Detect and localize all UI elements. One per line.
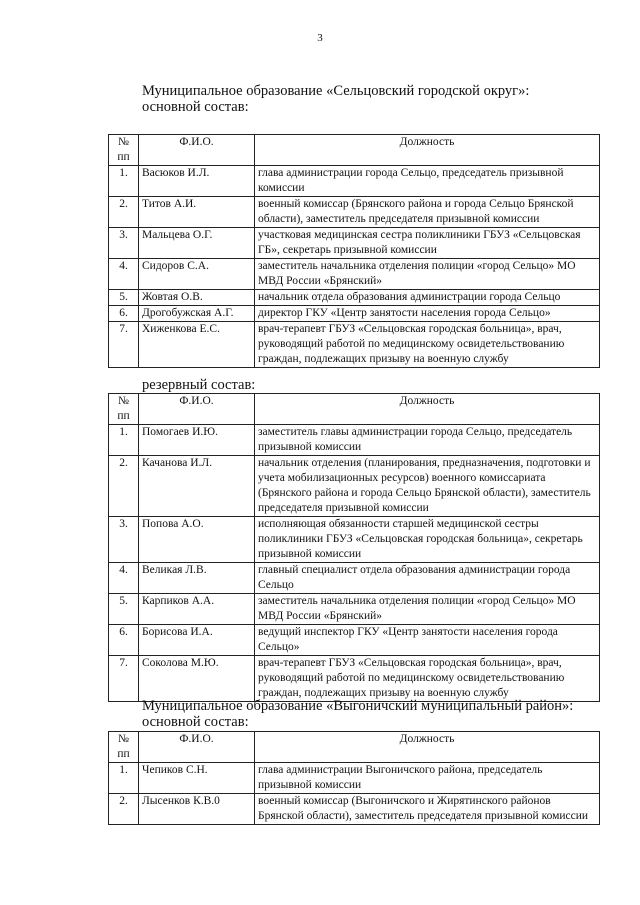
- row-number: 2.: [109, 197, 139, 228]
- column-header-name: Ф.И.О.: [139, 732, 255, 763]
- row-number: 4.: [109, 259, 139, 290]
- row-position: начальник отдела образования администрации города Сельцо: [255, 290, 600, 306]
- row-name: Жовтая О.В.: [139, 290, 255, 306]
- main-composition-table: [108, 134, 600, 368]
- page-number: 3: [317, 32, 323, 44]
- row-name: Соколова М.Ю.: [139, 656, 255, 702]
- row-name: Дрогобужская А.Г.: [139, 306, 255, 322]
- row-position: директор ГКУ «Центр занятости населения города Сельцо»: [255, 306, 600, 322]
- row-name: Попова А.О.: [139, 517, 255, 563]
- column-header-position: Должность: [255, 732, 600, 763]
- table-row: [109, 322, 600, 368]
- row-position: врач-терапевт ГБУЗ «Сельцовская городская больница», врач, руководящий работой по медицинскому освидетельствованию граждан, подлежащих призыву на военную службу: [255, 656, 600, 702]
- row-position: врач-терапевт ГБУЗ «Сельцовская городская больница», врач, руководящий работой по медицинскому освидетельствованию граждан, подлежащих призыву на военную службу: [255, 322, 600, 368]
- row-number: 2.: [109, 794, 139, 825]
- row-number: 6.: [109, 625, 139, 656]
- row-position: глава администрации города Сельцо, председатель призывной комиссии: [255, 166, 600, 197]
- section-heading: Муниципальное образование «Выгоничский муниципальный район»:: [142, 698, 574, 714]
- table-row: [109, 166, 600, 197]
- row-name: Борисова И.А.: [139, 625, 255, 656]
- row-number: 3.: [109, 228, 139, 259]
- table-row: [109, 625, 600, 656]
- row-position: главный специалист отдела образования администрации города Сельцо: [255, 563, 600, 594]
- table-row: [109, 197, 600, 228]
- row-name: Лысенков К.В.0: [139, 794, 255, 825]
- row-position: заместитель начальника отделения полиции «город Сельцо» МО МВД России «Брянский»: [255, 594, 600, 625]
- column-header-number: № пп: [109, 394, 139, 425]
- table-row: [109, 794, 600, 825]
- row-number: 6.: [109, 306, 139, 322]
- row-position: начальник отделения (планирования, предназначения, подготовки и учета мобилизационных ресурсов) военного комиссариата (Брянского района и города Сельцо Брянской области), заместитель председателя призывной комиссии: [255, 456, 600, 517]
- row-number: 4.: [109, 563, 139, 594]
- table-row: [109, 228, 600, 259]
- section-subheading: основной состав:: [142, 714, 249, 730]
- column-header-number: № пп: [109, 732, 139, 763]
- column-header-number: № пп: [109, 135, 139, 166]
- row-name: Мальцева О.Г.: [139, 228, 255, 259]
- table-row: [109, 517, 600, 563]
- row-name: Карпиков А.А.: [139, 594, 255, 625]
- table-row: [109, 763, 600, 794]
- table-row: [109, 563, 600, 594]
- row-position: исполняющая обязанности старшей медицинской сестры поликлиники ГБУЗ «Сельцовская городская больница», секретарь призывной комиссии: [255, 517, 600, 563]
- row-name: Васюков И.Л.: [139, 166, 255, 197]
- row-position: участковая медицинская сестра поликлиники ГБУЗ «Сельцовская ГБ», секретарь призывной комиссии: [255, 228, 600, 259]
- row-position: глава администрации Выгоничского района, председатель призывной комиссии: [255, 763, 600, 794]
- row-number: 1.: [109, 166, 139, 197]
- row-number: 1.: [109, 425, 139, 456]
- row-number: 2.: [109, 456, 139, 517]
- row-number: 5.: [109, 594, 139, 625]
- section-subheading: резервный состав:: [142, 377, 256, 393]
- row-position: заместитель главы администрации города Сельцо, председатель призывной комиссии: [255, 425, 600, 456]
- row-number: 7.: [109, 322, 139, 368]
- row-name: Качанова И.Л.: [139, 456, 255, 517]
- row-position: заместитель начальника отделения полиции «город Сельцо» МО МВД России «Брянский»: [255, 259, 600, 290]
- row-number: 7.: [109, 656, 139, 702]
- row-number: 5.: [109, 290, 139, 306]
- row-name: Чепиков С.Н.: [139, 763, 255, 794]
- table-row: [109, 456, 600, 517]
- row-name: Сидоров С.А.: [139, 259, 255, 290]
- row-name: Титов А.И.: [139, 197, 255, 228]
- column-header-name: Ф.И.О.: [139, 394, 255, 425]
- column-header-position: Должность: [255, 394, 600, 425]
- column-header-name: Ф.И.О.: [139, 135, 255, 166]
- table-row: [109, 425, 600, 456]
- table-row: [109, 290, 600, 306]
- row-name: Хиженкова Е.С.: [139, 322, 255, 368]
- reserve-composition-table: [108, 393, 600, 702]
- row-number: 1.: [109, 763, 139, 794]
- table-row: [109, 306, 600, 322]
- row-name: Помогаев И.Ю.: [139, 425, 255, 456]
- section-heading: Муниципальное образование «Сельцовский городской округ»:: [142, 83, 530, 99]
- column-header-position: Должность: [255, 135, 600, 166]
- section-subheading: основной состав:: [142, 99, 249, 115]
- table-row: [109, 656, 600, 702]
- row-name: Великая Л.В.: [139, 563, 255, 594]
- row-position: военный комиссар (Выгоничского и Жирятинского районов Брянской области), заместитель председателя призывной комиссии: [255, 794, 600, 825]
- table-header-row: [109, 135, 600, 166]
- table-header-row: [109, 732, 600, 763]
- row-position: ведущий инспектор ГКУ «Центр занятости населения города Сельцо»: [255, 625, 600, 656]
- table-row: [109, 259, 600, 290]
- table-header-row: [109, 394, 600, 425]
- row-number: 3.: [109, 517, 139, 563]
- row-position: военный комиссар (Брянского района и города Сельцо Брянской области), заместитель председателя призывной комиссии: [255, 197, 600, 228]
- table-row: [109, 594, 600, 625]
- main-composition-table: [108, 731, 600, 825]
